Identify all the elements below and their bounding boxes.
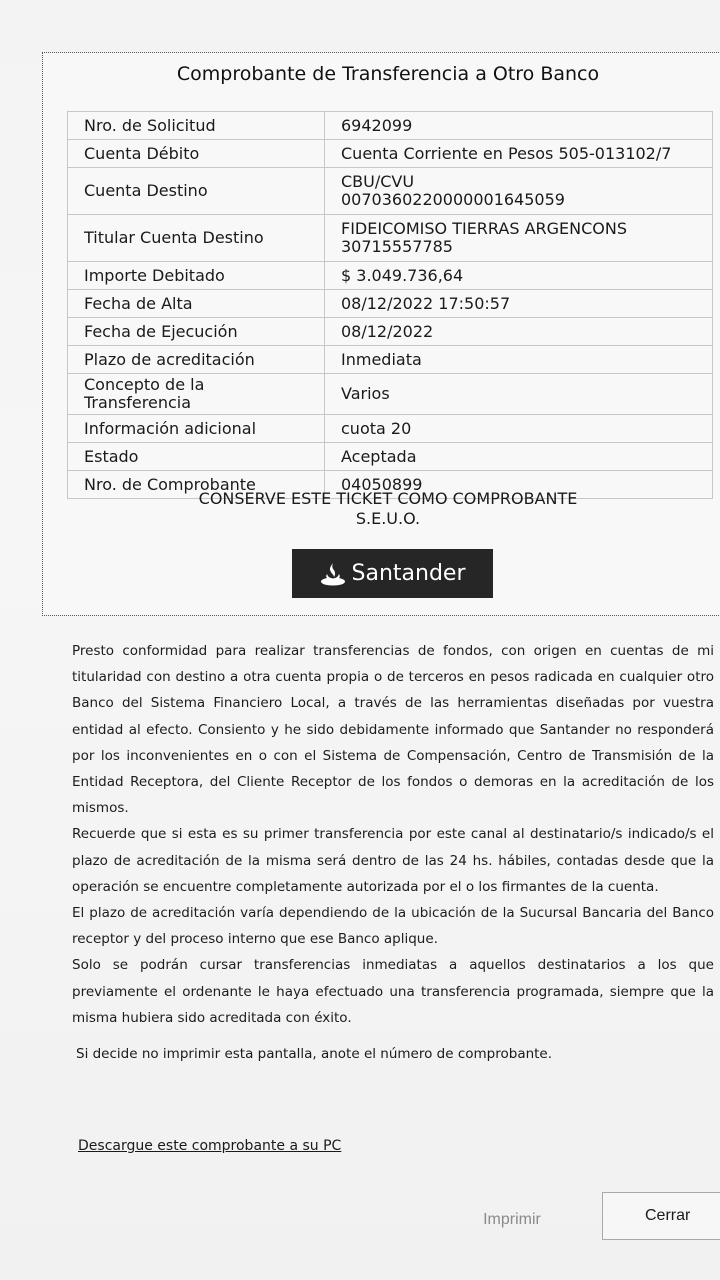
row-value: 6942099 [325, 112, 713, 140]
row-label: Concepto de la Transferencia [68, 374, 325, 415]
row-label: Importe Debitado [68, 262, 325, 290]
row-value: 08/12/2022 [325, 318, 713, 346]
row-label: Nro. de Solicitud [68, 112, 325, 140]
legal-paragraph: El plazo de acreditación varía dependiendo de la ubicación de la Sucursal Bancaria del Banco receptor y del proceso interno que ese Banco aplique. [72, 905, 714, 948]
table-row [68, 262, 713, 290]
table-row [68, 215, 713, 262]
row-label: Cuenta Destino [68, 168, 325, 215]
row-value: 04050899 [325, 471, 713, 499]
row-value-line1: FIDEICOMISO TIERRAS ARGENCONS [341, 219, 627, 238]
row-value [325, 168, 713, 215]
table-row [68, 415, 713, 443]
row-value [325, 215, 713, 262]
logo-text: Santander [351, 561, 466, 586]
table-row [68, 112, 713, 140]
receipt-title: Comprobante de Transferencia a Otro Banco [176, 63, 600, 85]
row-label: Titular Cuenta Destino [68, 215, 325, 262]
details-table [67, 111, 713, 499]
row-label: Plazo de acreditación [68, 346, 325, 374]
table-row [68, 374, 713, 415]
row-value: Cuenta Corriente en Pesos 505-013102/7 [325, 140, 713, 168]
row-label: Fecha de Ejecución [68, 318, 325, 346]
table-row [68, 168, 713, 215]
conserve-notice [43, 489, 720, 529]
conserve-line: CONSERVE ESTE TICKET COMO COMPROBANTE [198, 489, 578, 508]
row-value-line2: 0070360220000001645059 [341, 190, 565, 209]
receipt-box [42, 52, 720, 616]
legal-paragraph: Recuerde que si esta es su primer transferencia por este canal al destinatario/s indicado/s el plazo de acreditación de la misma será dentro de las 24 hs. hábiles, contadas desde que la operación se encuentre completamente autorizada por el o los firmantes de la cuenta. [72, 826, 714, 895]
close-button[interactable]: Cerrar [602, 1192, 720, 1240]
table-row [68, 290, 713, 318]
seuo-line: S.E.U.O. [355, 509, 421, 528]
legal-text [72, 638, 714, 1031]
legal-paragraph: Solo se podrán cursar transferencias inmediatas a aquellos destinatarios a los que previamente el ordenante le haya efectuado una transferencia programada, siempre que la misma hubiera sido acreditada con éxito. [72, 957, 714, 1026]
santander-logo [292, 549, 493, 598]
download-link[interactable]: Descargue este comprobante a su PC [78, 1138, 342, 1154]
print-note: Si decide no imprimir esta pantalla, anote el número de comprobante. [76, 1046, 553, 1062]
row-value: Inmediata [325, 346, 713, 374]
print-button[interactable]: Imprimir [468, 1200, 556, 1240]
row-value: $ 3.049.736,64 [325, 262, 713, 290]
row-value: cuota 20 [325, 415, 713, 443]
table-row [68, 140, 713, 168]
santander-flame-icon [320, 562, 346, 586]
row-value-line2: 30715557785 [341, 237, 453, 256]
row-label: Estado [68, 443, 325, 471]
table-row [68, 346, 713, 374]
row-value: Aceptada [325, 443, 713, 471]
row-label: Nro. de Comprobante [68, 471, 325, 499]
table-row [68, 318, 713, 346]
row-value: 08/12/2022 17:50:57 [325, 290, 713, 318]
row-label: Información adicional [68, 415, 325, 443]
table-row [68, 443, 713, 471]
row-value: Varios [325, 374, 713, 415]
row-label: Cuenta Débito [68, 140, 325, 168]
row-label: Fecha de Alta [68, 290, 325, 318]
legal-paragraph: Presto conformidad para realizar transferencias de fondos, con origen en cuentas de mi titularidad con destino a otra cuenta propia o de terceros en pesos radicada en cualquier otro Banco del Sistema Financiero Local, a través de las herramientas diseñadas por vuestra entidad al efecto. Consiento y he sido debidamente informado que Santander no responderá por los inconvenientes en o con el Sistema de Compensación, Centro de Transmisión de la Entidad Receptora, del Cliente Receptor de los fondos o demoras en la acreditación de los mismos. [72, 643, 714, 817]
row-value-line1: CBU/CVU [341, 172, 415, 191]
